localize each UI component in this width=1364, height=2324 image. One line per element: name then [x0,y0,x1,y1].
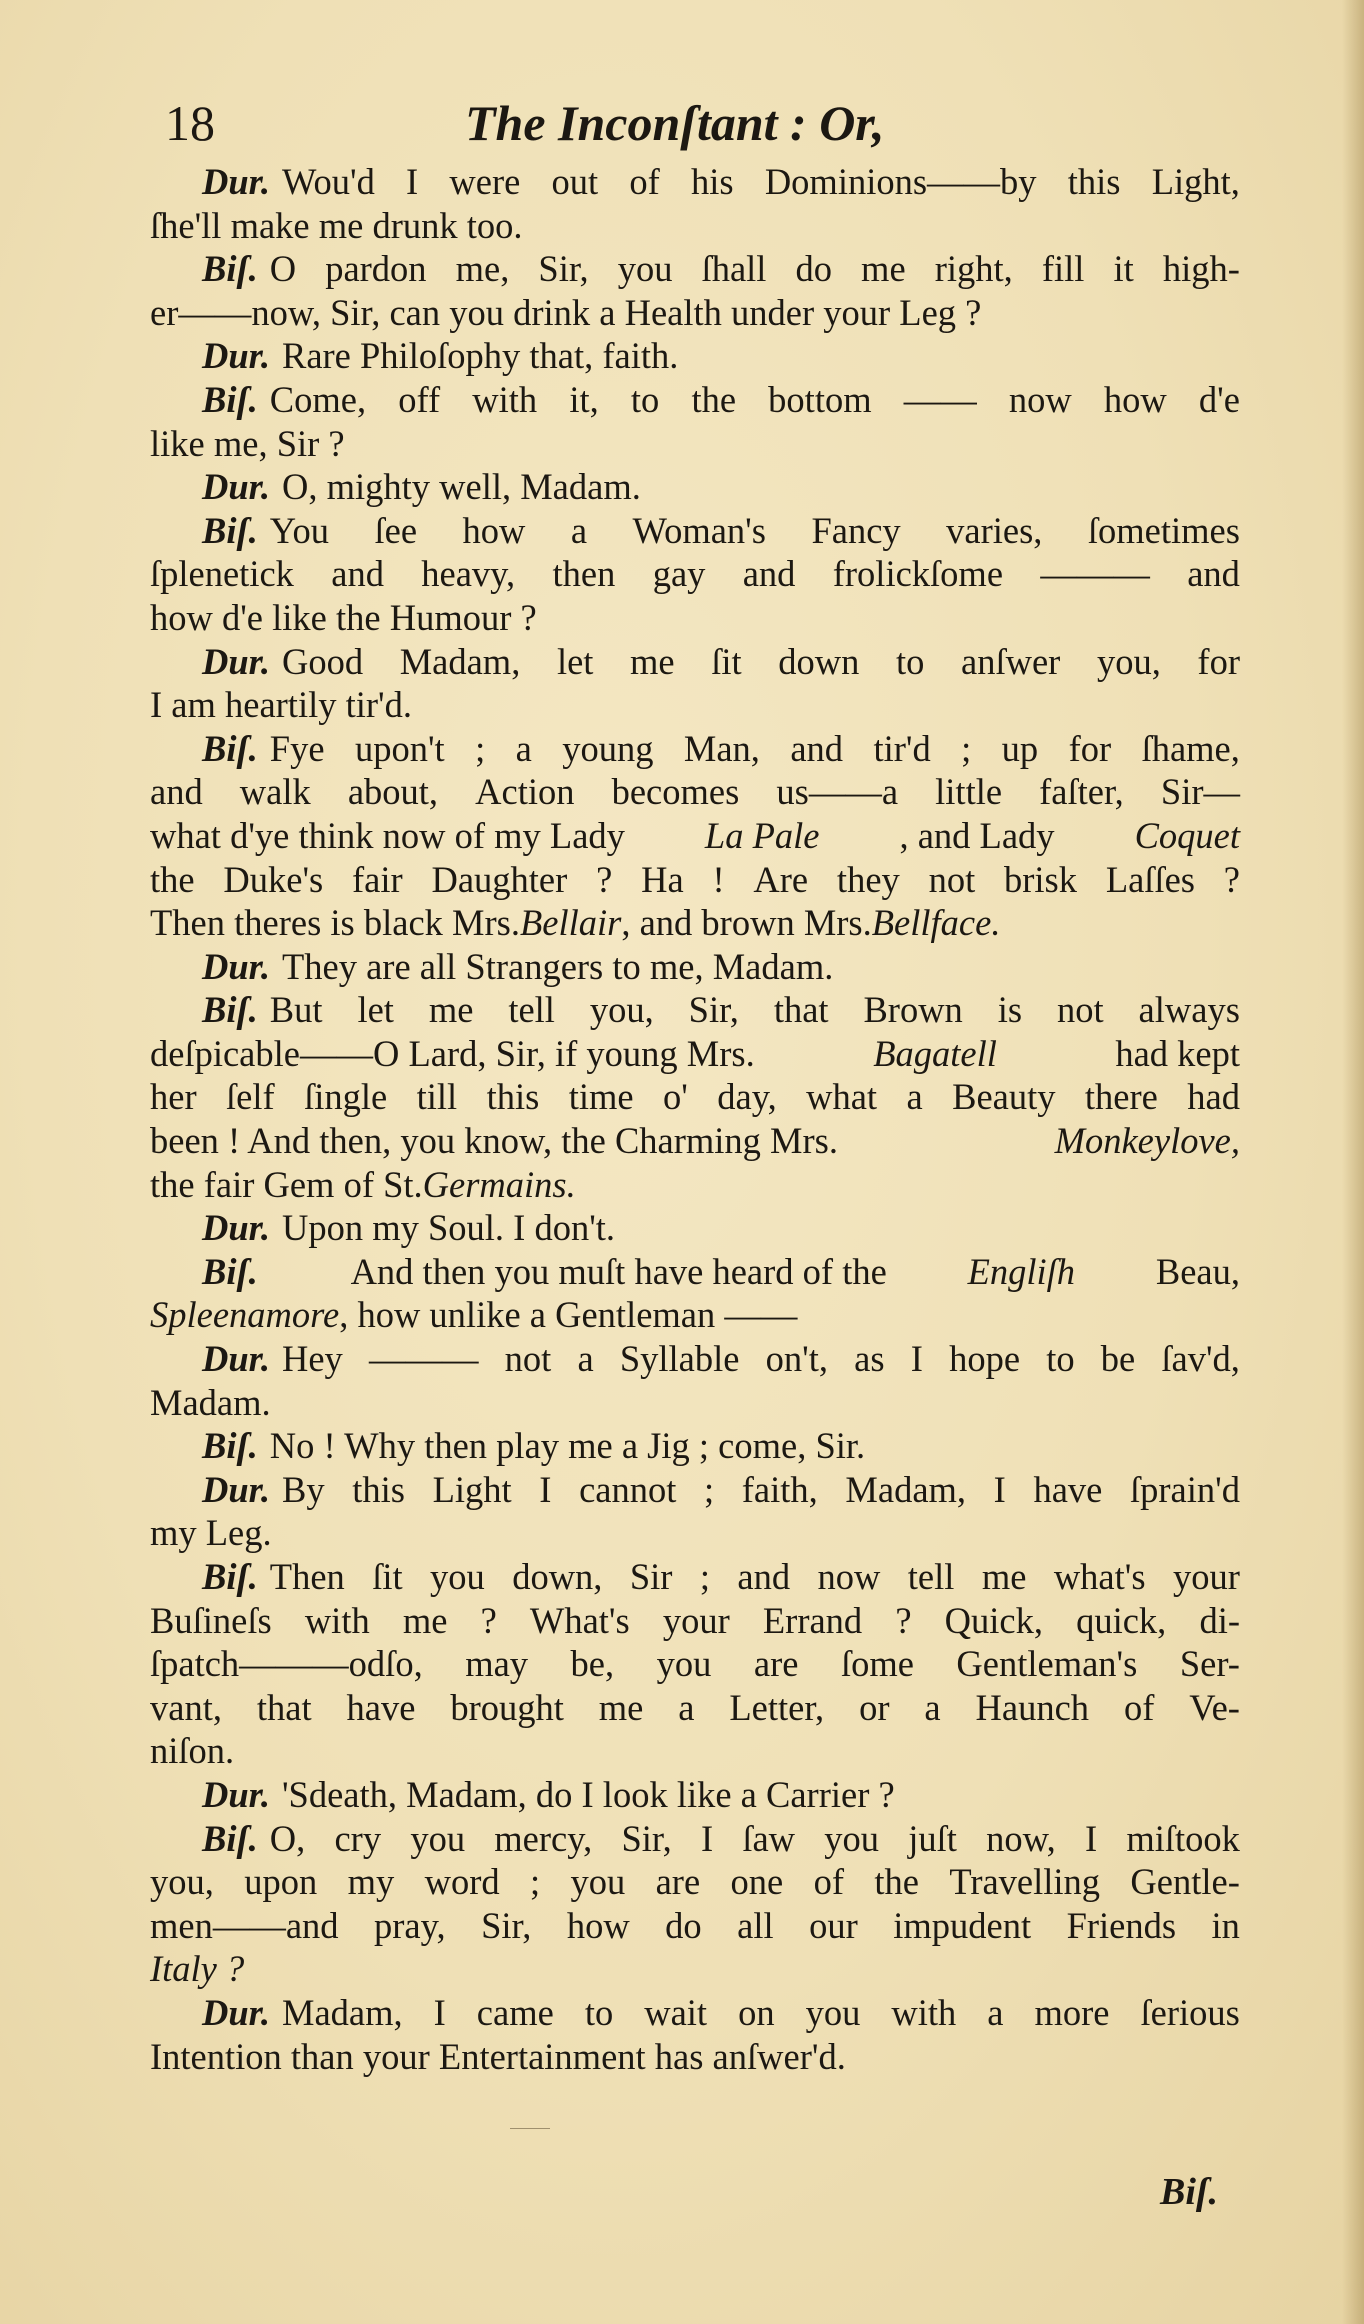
page-header [165,92,1245,154]
text-line [150,1511,1240,1555]
speaker-label: Dur. [202,1773,270,1815]
text-line [150,1075,1240,1119]
speaker-label: Biſ. [202,248,258,290]
text-line [150,1163,1240,1207]
line-text: , and Lady [899,814,1055,856]
line-text: ſpatch———odſo, may be, you are ſome Gentleman's Ser- [150,1643,1240,1685]
speaker-label: Dur. [202,466,270,508]
text-line [150,1119,1240,1163]
line-text: , how unlike a Gentleman —— [339,1294,798,1336]
dialogue-text-block [150,160,1240,2078]
speaker-label: Biſ. [202,1556,258,1597]
line-text: been ! And then, you know, the Charming Mrs. [150,1120,838,1162]
speaker-label: Biſ. [202,509,258,551]
faint-rule-mark [510,2128,550,2129]
line-text: But let me tell you, Sir, that Brown is not always [269,989,1240,1031]
line-text: the Duke's fair Daughter ? Ha ! Are they not brisk Laſſes ? [150,858,1240,900]
text-line [150,1424,1240,1468]
text-line [150,291,1240,335]
text-line [150,1337,1240,1381]
italic-name: Monkeylove, [1054,1120,1240,1162]
speaker-label: Biſ. [202,727,258,769]
italic-name: Engliſh [967,1250,1076,1292]
italic-name: Germains. [422,1163,576,1205]
text-line [150,378,1240,422]
speaker-label: Dur. [202,945,270,987]
line-text: what d'ye think now of my Lady [150,814,625,856]
catchword: Biſ. [1160,2171,1219,2213]
line-text: Beau, [1155,1250,1240,1292]
text-line [150,1599,1240,1643]
text-line [150,1381,1240,1425]
line-text: and walk about, Action becomes us——a little faſter, Sir— [150,771,1240,813]
text-line [150,422,1240,466]
speaker-label: Dur. [202,1207,270,1249]
text-line [150,814,1240,858]
text-line [150,988,1240,1032]
line-text: like me, Sir ? [150,422,345,464]
line-text: er——now, Sir, can you drink a Health under your Leg ? [150,291,982,333]
line-text: Rare Philoſophy that, faith. [281,335,679,377]
text-line [150,247,1240,291]
text-line [150,1032,1240,1076]
text-line [150,465,1240,509]
line-text: you, upon my word ; you are one of the Travelling Gentle- [150,1861,1240,1903]
text-line [150,858,1240,902]
text-line [150,727,1240,771]
line-text: my Leg. [150,1512,272,1554]
line-text: 'Sdeath, Madam, do I look like a Carrier ? [281,1773,895,1815]
text-line [150,683,1240,727]
speaker-label: Biſ. [202,1250,258,1292]
line-text: Wou'd I were out of his Dominions——by this Light, [281,161,1240,202]
text-line [150,2035,1240,2079]
speaker-label: Dur. [202,1991,270,2033]
text-line [150,1991,1240,2035]
line-text: , and brown Mrs. [621,902,872,944]
italic-name: La Pale [704,814,820,856]
italic-name: Bellair [519,902,622,944]
line-text: vant, that have brought me a Letter, or a Haunch of Ve- [150,1686,1240,1728]
text-line [150,1860,1240,1904]
text-line [150,770,1240,814]
text-line [150,1904,1240,1948]
text-line [150,640,1240,684]
text-line [150,1206,1240,1250]
line-text: By this Light I cannot ; faith, Madam, I have ſprain'd [281,1468,1240,1510]
text-line [150,596,1240,640]
text-line [150,1250,1240,1294]
line-text: You ſee how a Woman's Fancy varies, ſometimes [269,509,1240,551]
line-text: Then ſit you down, Sir ; and now tell me what's your [269,1556,1240,1597]
line-text: They are all Strangers to me, Madam. [281,945,834,987]
text-line [150,1293,1240,1337]
line-text: O, mighty well, Madam. [281,466,641,508]
line-text: Upon my Soul. I don't. [281,1207,616,1249]
speaker-label: Biſ. [202,1425,258,1467]
speaker-label: Dur. [202,1338,270,1380]
page-gutter-shadow [1342,0,1364,2324]
line-text: her ſelf ſingle till this time o' day, what a Beauty there had [150,1076,1240,1118]
line-text: Buſineſs with me ? What's your Errand ? Quick, quick, di- [150,1599,1240,1641]
line-text: O, cry you mercy, Sir, I ſaw you juſt now, I miſtook [269,1817,1240,1859]
running-head: The Inconſtant : Or, [465,95,885,151]
italic-name: Bagatell [873,1032,997,1074]
text-line [150,1642,1240,1686]
line-text: Hey ——— not a Syllable on't, as I hope to be ſav'd, [281,1338,1240,1380]
text-line [150,1555,1240,1599]
line-text: No ! Why then play me a Jig ; come, Sir. [269,1425,866,1467]
text-line [150,1817,1240,1861]
line-text: Fye upon't ; a young Man, and tir'd ; up for ſhame, [269,727,1240,769]
text-line [150,552,1240,596]
line-text: ſplenetick and heavy, then gay and frolickſome ——— and [150,553,1240,595]
speaker-label: Biſ. [202,378,258,420]
text-line [150,1468,1240,1512]
line-text: O pardon me, Sir, you ſhall do me right, fill it high- [269,248,1240,290]
line-text: I am heartily tir'd. [150,684,412,726]
speaker-label: Dur. [202,161,270,202]
italic-name: Spleenamore [150,1294,340,1336]
speaker-label: Dur. [202,1468,270,1510]
line-text: Madam. [150,1381,271,1423]
line-text: niſon. [150,1730,235,1772]
speaker-label: Biſ. [202,989,258,1031]
line-text: Come, off with it, to the bottom —— now how d'e [269,378,1240,420]
page-number: 18 [165,95,215,151]
text-line [150,1729,1240,1773]
speaker-label: Dur. [202,335,270,377]
line-text: And then you muſt have heard of the [350,1250,887,1292]
text-line [150,160,1240,204]
line-text: Then theres is black Mrs. [150,902,520,944]
line-text: men——and pray, Sir, how do all our impudent Friends in [150,1904,1240,1946]
speaker-label: Dur. [202,640,270,682]
line-text: Good Madam, let me ſit down to anſwer you, for [281,640,1240,682]
line-text: Madam, I came to wait on you with a more ſerious [281,1991,1240,2033]
text-line [150,901,1240,945]
line-text: ſhe'll make me drunk too. [150,204,523,246]
line-text: Intention than your Entertainment has anſwer'd. [150,2035,846,2077]
text-line [150,945,1240,989]
text-line [150,1773,1240,1817]
text-line [150,204,1240,248]
line-text: the fair Gem of St. [150,1163,423,1205]
text-line [150,1686,1240,1730]
italic-name: Italy ? [150,1948,245,1990]
text-line [150,334,1240,378]
line-text: deſpicable——O Lard, Sir, if young Mrs. [150,1032,755,1074]
text-line [150,509,1240,553]
line-text: how d'e like the Humour ? [150,596,537,638]
line-text: had kept [1115,1032,1240,1074]
text-line [150,1947,1240,1991]
speaker-label: Biſ. [202,1817,258,1859]
italic-name: Coquet [1134,814,1240,856]
italic-name: Bellface. [871,902,1001,944]
